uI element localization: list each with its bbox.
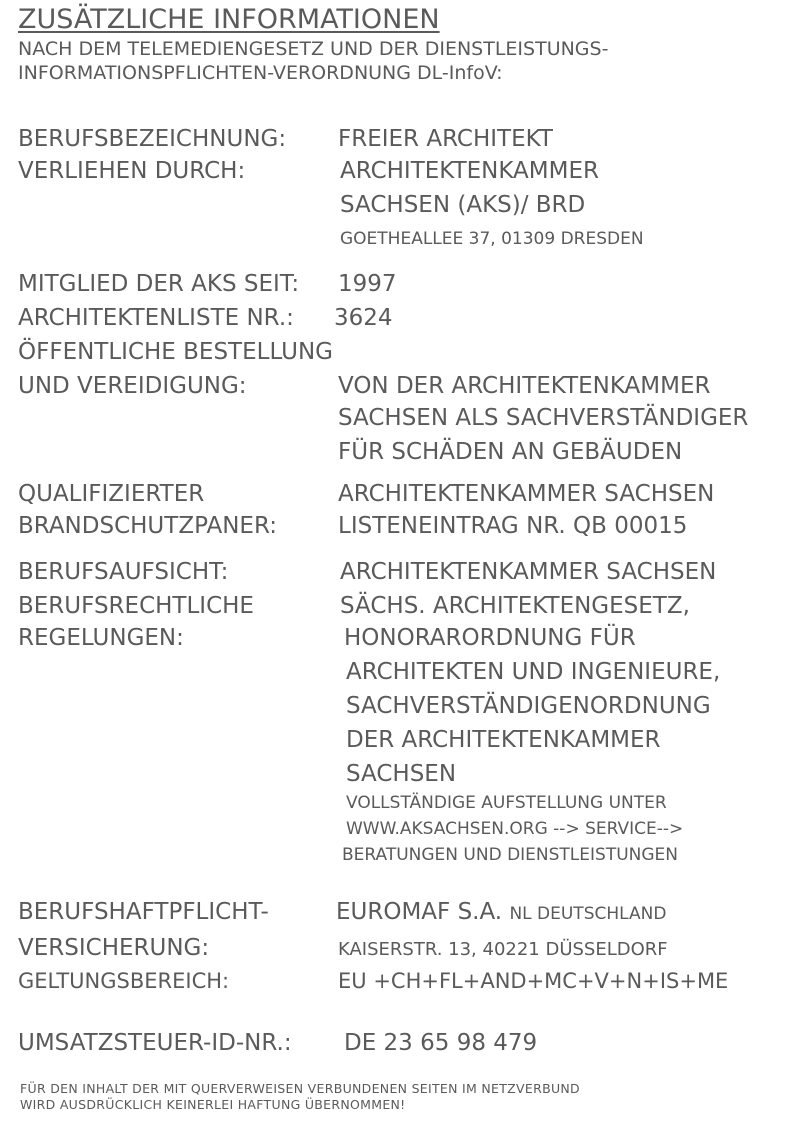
value-regelungen-6: SACHSEN <box>346 761 457 787</box>
value-brandschutz-1: ARCHITEKTENKAMMER SACHSEN <box>338 481 715 507</box>
value-insurer <box>336 901 666 924</box>
page-title: ZUSÄTZLICHE INFORMATIONEN <box>18 4 440 35</box>
value-architektenliste: 3624 <box>334 305 393 331</box>
label-brandschutz-2: BRANDSCHUTZPANER: <box>18 513 277 539</box>
value-verliehen-1: ARCHITEKTENKAMMER <box>340 158 599 184</box>
note-regelungen-2: WWW.AKSACHSEN.ORG --> SERVICE--> <box>346 819 684 839</box>
value-verliehen-2: SACHSEN (AKS)/ BRD <box>340 192 586 218</box>
value-regelungen-3: ARCHITEKTEN UND INGENIEURE, <box>346 659 721 685</box>
value-bestellung-3: FÜR SCHÄDEN AN GEBÄUDEN <box>338 439 683 465</box>
note-regelungen-1: VOLLSTÄNDIGE AUFSTELLUNG UNTER <box>346 793 667 813</box>
subtitle-line-1: NACH DEM TELEMEDIENGESETZ UND DER DIENSTLEISTUNGS- <box>18 38 609 60</box>
disclaimer-line-2: WIRD AUSDRÜCKLICH KEINERLEI HAFTUNG ÜBERNOMMEN! <box>20 1097 406 1112</box>
label-brandschutz-1: QUALIFIZIERTER <box>18 481 205 507</box>
insurer-suffix: NL DEUTSCHLAND <box>509 904 667 924</box>
value-brandschutz-2: LISTENEINTRAG NR. QB 00015 <box>338 513 688 539</box>
insurer-name: EUROMAF S.A. <box>336 899 503 925</box>
label-architektenliste: ARCHITEKTENLISTE NR.: <box>18 305 294 331</box>
value-regelungen-1: SÄCHS. ARCHITEKTENGESETZ, <box>340 593 690 619</box>
value-bestellung-2: SACHSEN ALS SACHVERSTÄNDIGER <box>338 405 749 431</box>
label-berufsbezeichnung: BERUFSBEZEICHNUNG: <box>18 126 287 152</box>
value-mitglied: 1997 <box>338 271 397 297</box>
disclaimer-line-1: FÜR DEN INHALT DER MIT QUERVERWEISEN VERBUNDENEN SEITEN IM NETZVERBUND <box>20 1081 580 1096</box>
label-versicherung-3: GELTUNGSBEREICH: <box>18 969 230 993</box>
label-bestellung-1: ÖFFENTLICHE BESTELLUNG <box>18 339 333 365</box>
value-regelungen-2: HONORARORDNUNG FÜR <box>344 625 636 651</box>
label-mitglied: MITGLIED DER AKS SEIT: <box>18 271 300 297</box>
subtitle-line-2: INFORMATIONSPFLICHTEN-VERORDNUNG DL-InfoV: <box>18 62 503 84</box>
value-berufsbezeichnung: FREIER ARCHITEKT <box>338 126 553 152</box>
label-regelungen-2: REGELUNGEN: <box>18 625 184 651</box>
note-regelungen-3: BERATUNGEN UND DIENSTLEISTUNGEN <box>342 845 678 865</box>
label-versicherung-1: BERUFSHAFTPFLICHT- <box>18 899 269 925</box>
value-bestellung-1: VON DER ARCHITEKTENKAMMER <box>338 373 711 399</box>
label-bestellung-2: UND VEREIDIGUNG: <box>18 373 247 399</box>
label-versicherung-2: VERSICHERUNG: <box>18 935 210 961</box>
value-verliehen-address: GOETHEALLEE 37, 01309 DRESDEN <box>340 229 644 249</box>
label-ust: UMSATZSTEUER-ID-NR.: <box>18 1030 292 1056</box>
value-insurer-address: KAISERSTR. 13, 40221 DÜSSELDORF <box>338 939 668 960</box>
value-regelungen-4: SACHVERSTÄNDIGENORDNUNG <box>346 693 711 719</box>
label-regelungen-1: BERUFSRECHTLICHE <box>18 593 254 619</box>
value-scope: EU +CH+FL+AND+MC+V+N+IS+ME <box>338 969 729 993</box>
value-ust: DE 23 65 98 479 <box>344 1030 538 1056</box>
value-berufsaufsicht: ARCHITEKTENKAMMER SACHSEN <box>340 559 717 585</box>
value-regelungen-5: DER ARCHITEKTENKAMMER <box>346 727 661 753</box>
label-verliehen: VERLIEHEN DURCH: <box>18 158 246 184</box>
label-berufsaufsicht: BERUFSAUFSICHT: <box>18 559 229 585</box>
